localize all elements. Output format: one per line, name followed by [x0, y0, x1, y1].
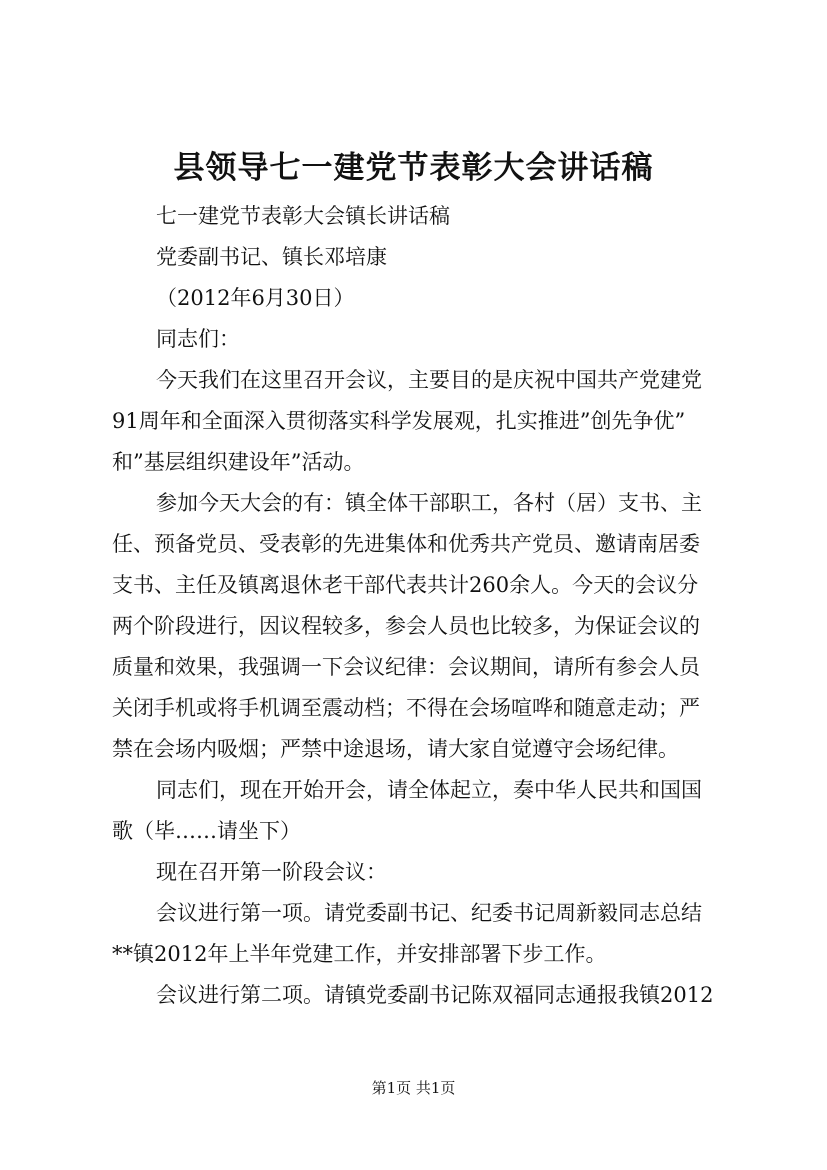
body-line: 两个阶段进行，因议程较多，参会人员也比较多，为保证会议的	[112, 614, 700, 638]
body-line: 和”基层组织建设年”活动。	[112, 450, 365, 474]
body-line: 支书、主任及镇离退休老干部代表共计260余人。今天的会议分	[112, 573, 699, 597]
body-line: 会议进行第一项。请党委副书记、纪委书记周新毅同志总结	[156, 901, 702, 925]
page-footer: 第1页 共1页	[371, 1079, 456, 1097]
body-line: **镇2012年上半年党建工作，并安排部署下步工作。	[112, 942, 607, 966]
document-body	[112, 196, 722, 1016]
body-line: 现在召开第一阶段会议：	[156, 860, 387, 884]
document-title: 县领导七一建党节表彰大会讲话稿	[173, 150, 654, 186]
body-line: 今天我们在这里召开会议，主要目的是庆祝中国共产党建党	[156, 368, 702, 392]
body-line: 同志们：	[156, 327, 240, 351]
body-line: 会议进行第二项。请镇党委副书记陈双福同志通报我镇2012	[156, 983, 714, 1007]
body-line: 参加今天大会的有：镇全体干部职工，各村（居）支书、主	[156, 491, 702, 515]
body-line: 91周年和全面深入贯彻落实科学发展观，扎实推进”创先争优”	[112, 409, 686, 433]
body-line: 同志们，现在开始开会，请全体起立，奏中华人民共和国国	[156, 778, 702, 802]
body-line: （2012年6月30日）	[156, 286, 355, 310]
body-line: 歌（毕……请坐下）	[112, 819, 301, 843]
body-line: 任、预备党员、受表彰的先进集体和优秀共产党员、邀请南居委	[112, 532, 700, 556]
body-line: 关闭手机或将手机调至震动档；不得在会场喧哗和随意走动；严	[112, 696, 700, 720]
body-line: 七一建党节表彰大会镇长讲话稿	[156, 204, 450, 228]
body-line: 党委副书记、镇长邓培康	[156, 245, 387, 269]
body-line: 质量和效果，我强调一下会议纪律：会议期间，请所有参会人员	[112, 655, 700, 679]
body-line: 禁在会场内吸烟；严禁中途退场，请大家自觉遵守会场纪律。	[112, 737, 679, 761]
